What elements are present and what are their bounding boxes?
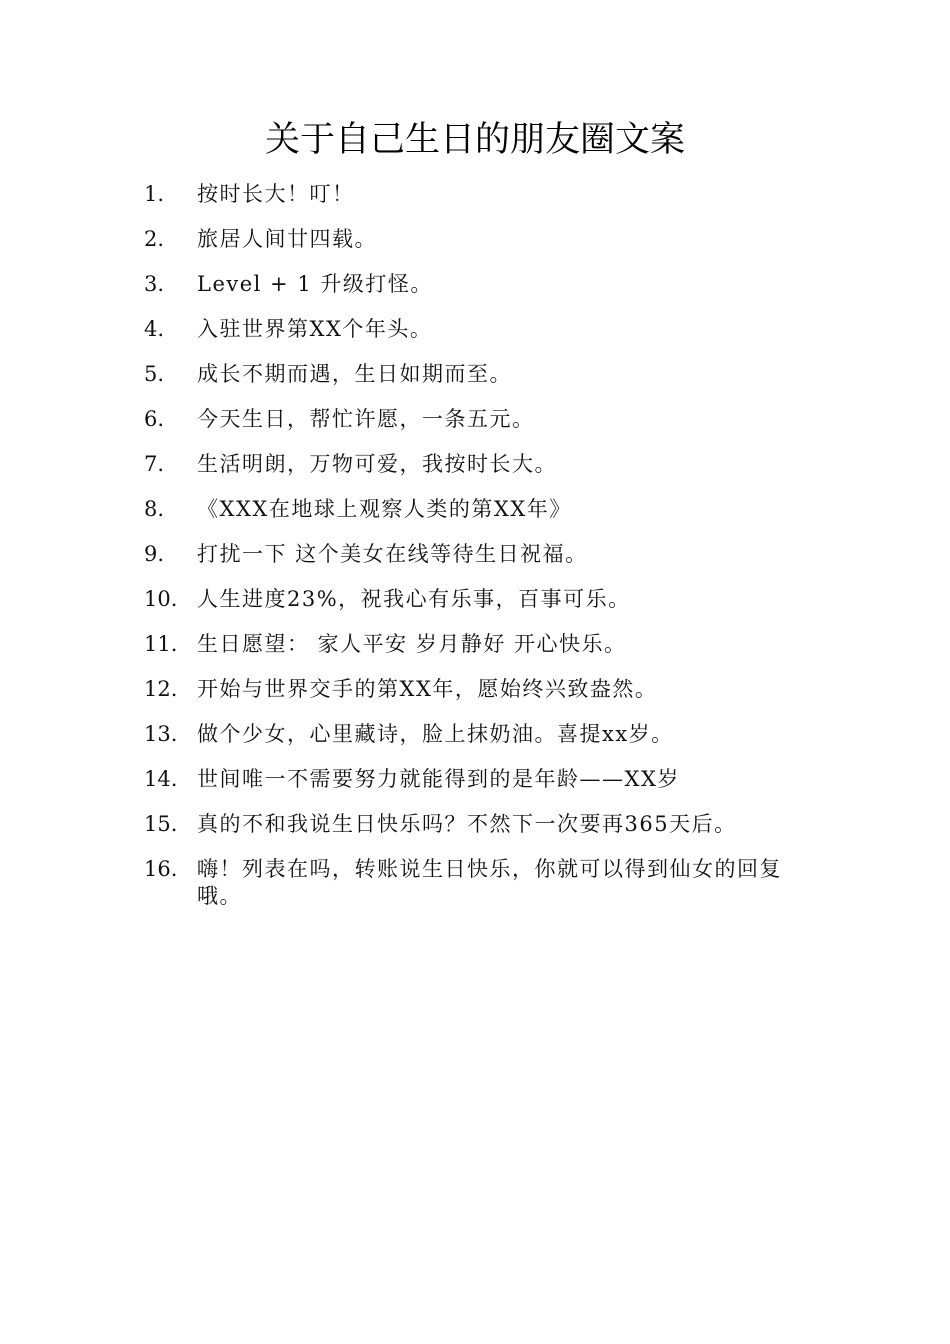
item-number: 5. (144, 362, 165, 386)
item-text: 成长不期而遇，生日如期而至。 (197, 362, 512, 386)
list-item (144, 397, 824, 442)
item-number: 10. (144, 587, 178, 611)
list-item (144, 757, 824, 802)
list-item (144, 532, 824, 577)
item-text: 嗨！列表在吗，转账说生日快乐，你就可以得到仙女的回复哦。 (197, 857, 782, 908)
list-item (144, 172, 824, 217)
item-number: 16. (144, 857, 178, 881)
document-title: 关于自己生日的朋友圈文案 (264, 120, 685, 160)
list-item (144, 712, 824, 757)
item-text: 今天生日，帮忙许愿，一条五元。 (197, 407, 535, 431)
item-text: 入驻世界第XX个年头。 (197, 317, 433, 341)
item-text: 《XXX在地球上观察人类的第XX年》 (197, 497, 572, 521)
list-item (144, 442, 824, 487)
item-number: 13. (144, 722, 178, 746)
item-number: 14. (144, 767, 178, 791)
item-text: 按时长大！叮！ (197, 182, 355, 206)
item-text: 旅居人间廿四载。 (197, 227, 377, 251)
item-text: 人生进度23%，祝我心有乐事，百事可乐。 (197, 587, 631, 611)
item-number: 3. (144, 272, 165, 296)
list-item (144, 847, 824, 910)
item-number: 2. (144, 227, 165, 251)
item-text: 生活明朗，万物可爱，我按时长大。 (197, 452, 557, 476)
list-item (144, 307, 824, 352)
item-number: 11. (144, 632, 178, 656)
item-number: 9. (144, 542, 165, 566)
list-item (144, 217, 824, 262)
item-number: 1. (144, 182, 165, 206)
list-item (144, 262, 824, 307)
list-item (144, 802, 824, 847)
item-text: 做个少女，心里藏诗，脸上抹奶油。喜提xx岁。 (197, 722, 674, 746)
caption-list (144, 172, 824, 910)
list-item (144, 622, 824, 667)
item-text: 生日愿望： 家人平安 岁月静好 开心快乐。 (197, 632, 627, 656)
list-item (144, 487, 824, 532)
item-number: 15. (144, 812, 178, 836)
item-text: 开始与世界交手的第XX年，愿始终兴致盎然。 (197, 677, 658, 701)
item-number: 6. (144, 407, 165, 431)
item-number: 12. (144, 677, 178, 701)
item-number: 8. (144, 497, 165, 521)
item-number: 4. (144, 317, 165, 341)
list-item (144, 352, 824, 397)
list-item (144, 667, 824, 712)
item-text: 真的不和我说生日快乐吗？不然下一次要再365天后。 (197, 812, 737, 836)
item-text: 世间唯一不需要努力就能得到的是年龄——XX岁 (197, 767, 680, 791)
item-number: 7. (144, 452, 165, 476)
list-item (144, 577, 824, 622)
item-text: Level + 1 升级打怪。 (197, 272, 433, 296)
item-text: 打扰一下 这个美女在线等待生日祝福。 (197, 542, 588, 566)
